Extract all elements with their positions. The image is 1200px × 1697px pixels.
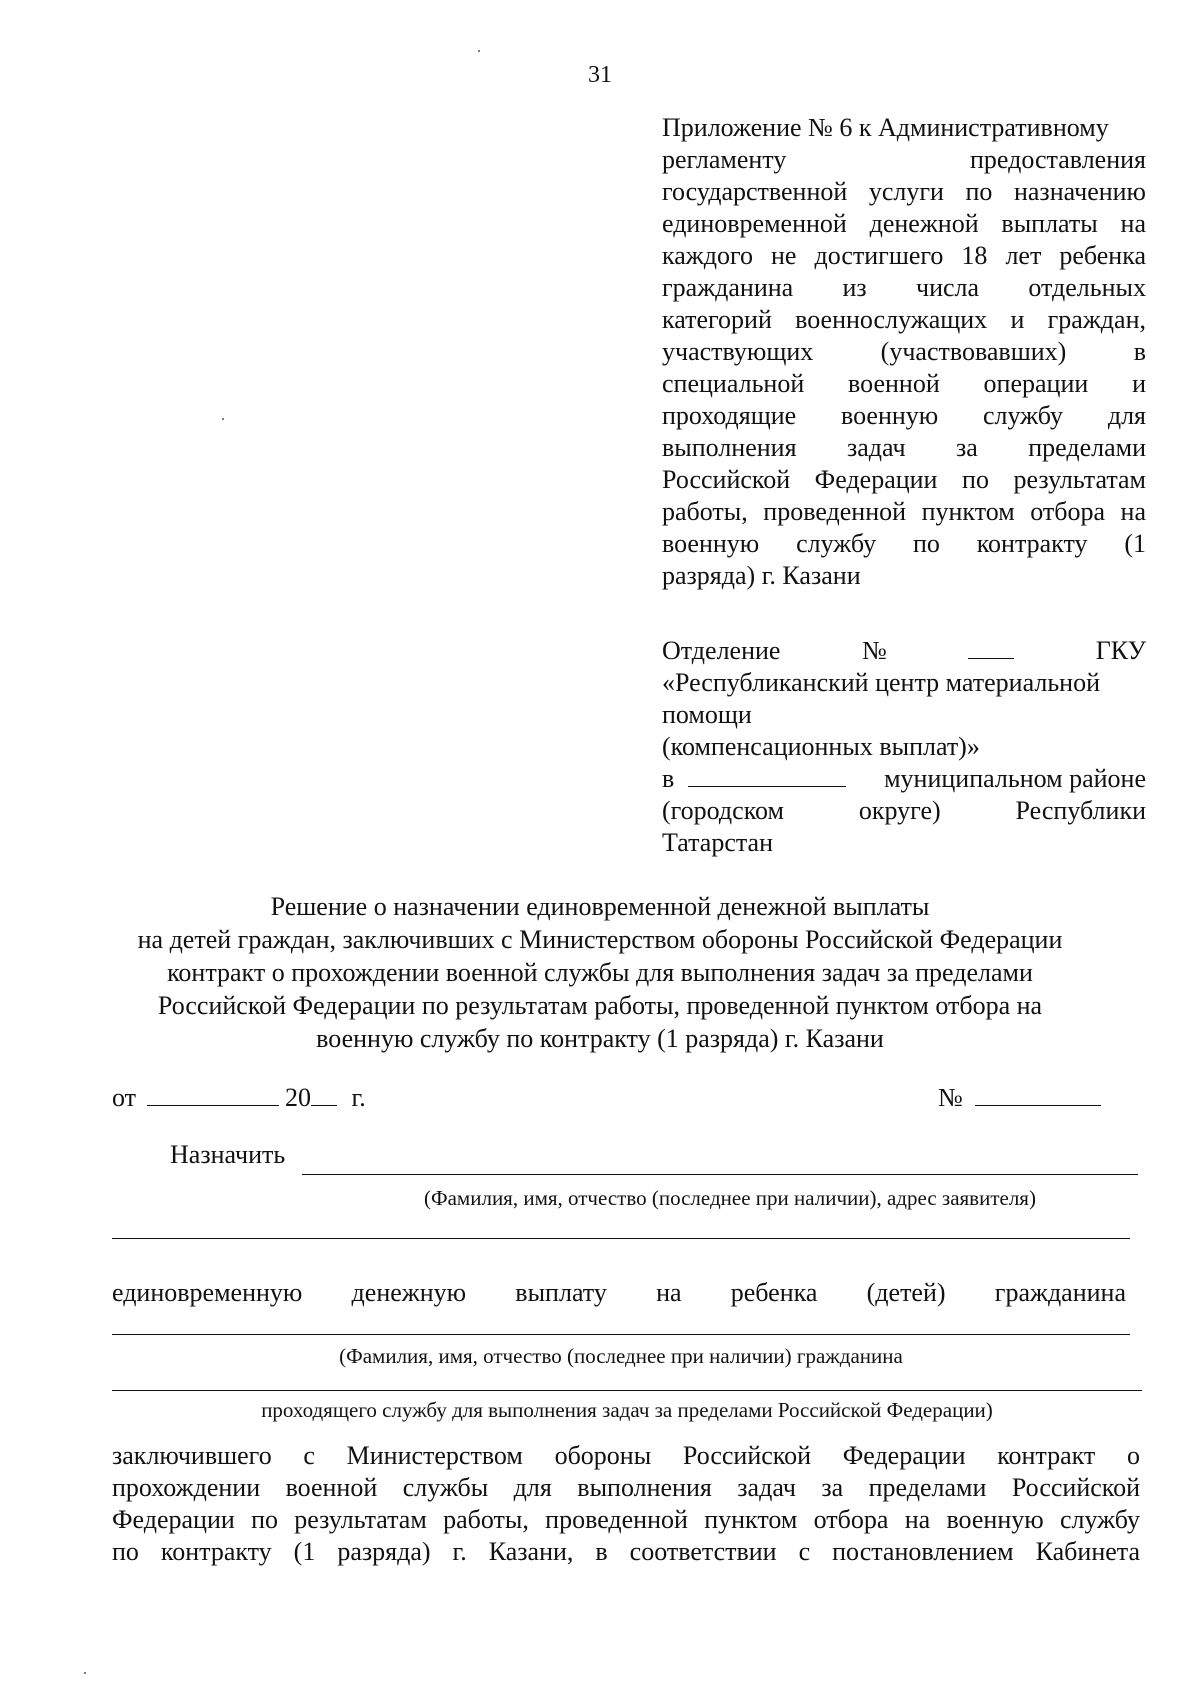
applicant-caption: (Фамилия, имя, отчество (последнее при наличии), адрес заявителя) bbox=[424, 1186, 1036, 1210]
gku-label: ГКУ bbox=[1095, 636, 1146, 665]
appendix-line: специальной военной операции и bbox=[662, 369, 1146, 398]
appendix-header bbox=[662, 112, 1146, 592]
body-paragraph bbox=[112, 1440, 1140, 1568]
assign-row bbox=[170, 1140, 285, 1170]
appendix-line: работы, проведенной пунктом отбора на bbox=[662, 497, 1146, 526]
addressee-line: Татарстан bbox=[662, 828, 773, 857]
year-blank[interactable] bbox=[311, 1085, 337, 1106]
payment-text: единовременную денежную выплату на ребенка (детей) гражданина bbox=[112, 1278, 1126, 1307]
body-line: Федерации по результатам работы, проведенной пунктом отбора на военную службу bbox=[112, 1505, 1140, 1534]
addressee-block bbox=[662, 635, 1146, 859]
date-prefix: от bbox=[112, 1083, 137, 1112]
decision-title bbox=[0, 890, 1200, 1055]
citizen-caption: (Фамилия, имя, отчество (последнее при наличии) гражданина bbox=[339, 1344, 903, 1368]
citizen-service-field[interactable] bbox=[112, 1390, 1142, 1391]
department-label: Отделение bbox=[662, 636, 781, 665]
addressee-line bbox=[662, 763, 1146, 795]
payment-line bbox=[112, 1278, 1126, 1310]
scan-speck bbox=[84, 1672, 86, 1674]
title-line: на детей граждан, заключивших с Министерством обороны Российской Федерации bbox=[137, 925, 1063, 954]
appendix-line: Приложение № 6 к Административному bbox=[662, 113, 1109, 142]
addressee-line: помощи bbox=[662, 700, 752, 729]
scan-speck bbox=[222, 418, 224, 420]
year-suffix: г. bbox=[351, 1083, 366, 1112]
citizen-name-field[interactable] bbox=[112, 1334, 1130, 1335]
appendix-line: единовременной денежной выплаты на bbox=[662, 209, 1146, 238]
applicant-address-field[interactable] bbox=[112, 1238, 1130, 1239]
addressee-line: «Республиканский центр материальной bbox=[662, 668, 1101, 697]
date-blank[interactable] bbox=[147, 1085, 279, 1106]
addressee-line bbox=[662, 635, 1146, 667]
title-line: военную службу по контракту (1 разряда) г. Казани bbox=[316, 1024, 884, 1053]
number-row bbox=[938, 1083, 1101, 1113]
title-line: Решение о назначении единовременной денежной выплаты bbox=[270, 892, 930, 921]
appendix-line: участвующих (участвовавших) в bbox=[662, 337, 1146, 366]
year-prefix: 20 bbox=[285, 1083, 312, 1112]
district-suffix: муниципальном районе bbox=[884, 764, 1146, 793]
number-blank[interactable] bbox=[975, 1085, 1101, 1106]
appendix-line: регламенту предоставления bbox=[662, 145, 1146, 174]
district-prefix: в bbox=[662, 764, 675, 793]
scan-speck bbox=[478, 50, 480, 52]
district-blank[interactable] bbox=[688, 766, 846, 787]
applicant-name-field[interactable] bbox=[302, 1174, 1138, 1175]
title-line: контракт о прохождении военной службы для выполнения задач за пределами bbox=[167, 958, 1033, 987]
appendix-line: Российской Федерации по результатам bbox=[662, 465, 1146, 494]
appendix-line: государственной услуги по назначению bbox=[662, 177, 1146, 206]
service-caption: проходящего службу для выполнения задач за пределами Российской Федерации) bbox=[261, 1398, 993, 1422]
body-line: прохождении военной службы для выполнения задач за пределами Российской bbox=[112, 1473, 1140, 1502]
appendix-line: проходящие военную службу для bbox=[662, 401, 1146, 430]
department-number-blank[interactable] bbox=[968, 638, 1014, 659]
addressee-line: (компенсационных выплат)» bbox=[662, 732, 980, 761]
appendix-line: выполнения задач за пределами bbox=[662, 433, 1146, 462]
department-number-label: № bbox=[861, 636, 887, 665]
number-label: № bbox=[938, 1083, 963, 1112]
appendix-line: каждого не достигшего 18 лет ребенка bbox=[662, 241, 1146, 270]
page-number: 31 bbox=[588, 62, 612, 88]
body-line: заключившего с Министерством обороны Российской Федерации контракт о bbox=[112, 1441, 1140, 1470]
appendix-line: гражданина из числа отдельных bbox=[662, 273, 1146, 302]
title-line: Российской Федерации по результатам работы, проведенной пунктом отбора на bbox=[157, 991, 1043, 1020]
assign-label: Назначить bbox=[170, 1140, 286, 1169]
body-line: по контракту (1 разряда) г. Казани, в соответствии с постановлением Кабинета bbox=[112, 1537, 1140, 1566]
addressee-line: (городском округе) Республики bbox=[662, 796, 1146, 825]
appendix-line: разряда) г. Казани bbox=[662, 561, 861, 590]
appendix-line: военную службу по контракту (1 bbox=[662, 529, 1146, 558]
appendix-line: категорий военнослужащих и граждан, bbox=[662, 305, 1146, 334]
date-row bbox=[112, 1083, 366, 1113]
